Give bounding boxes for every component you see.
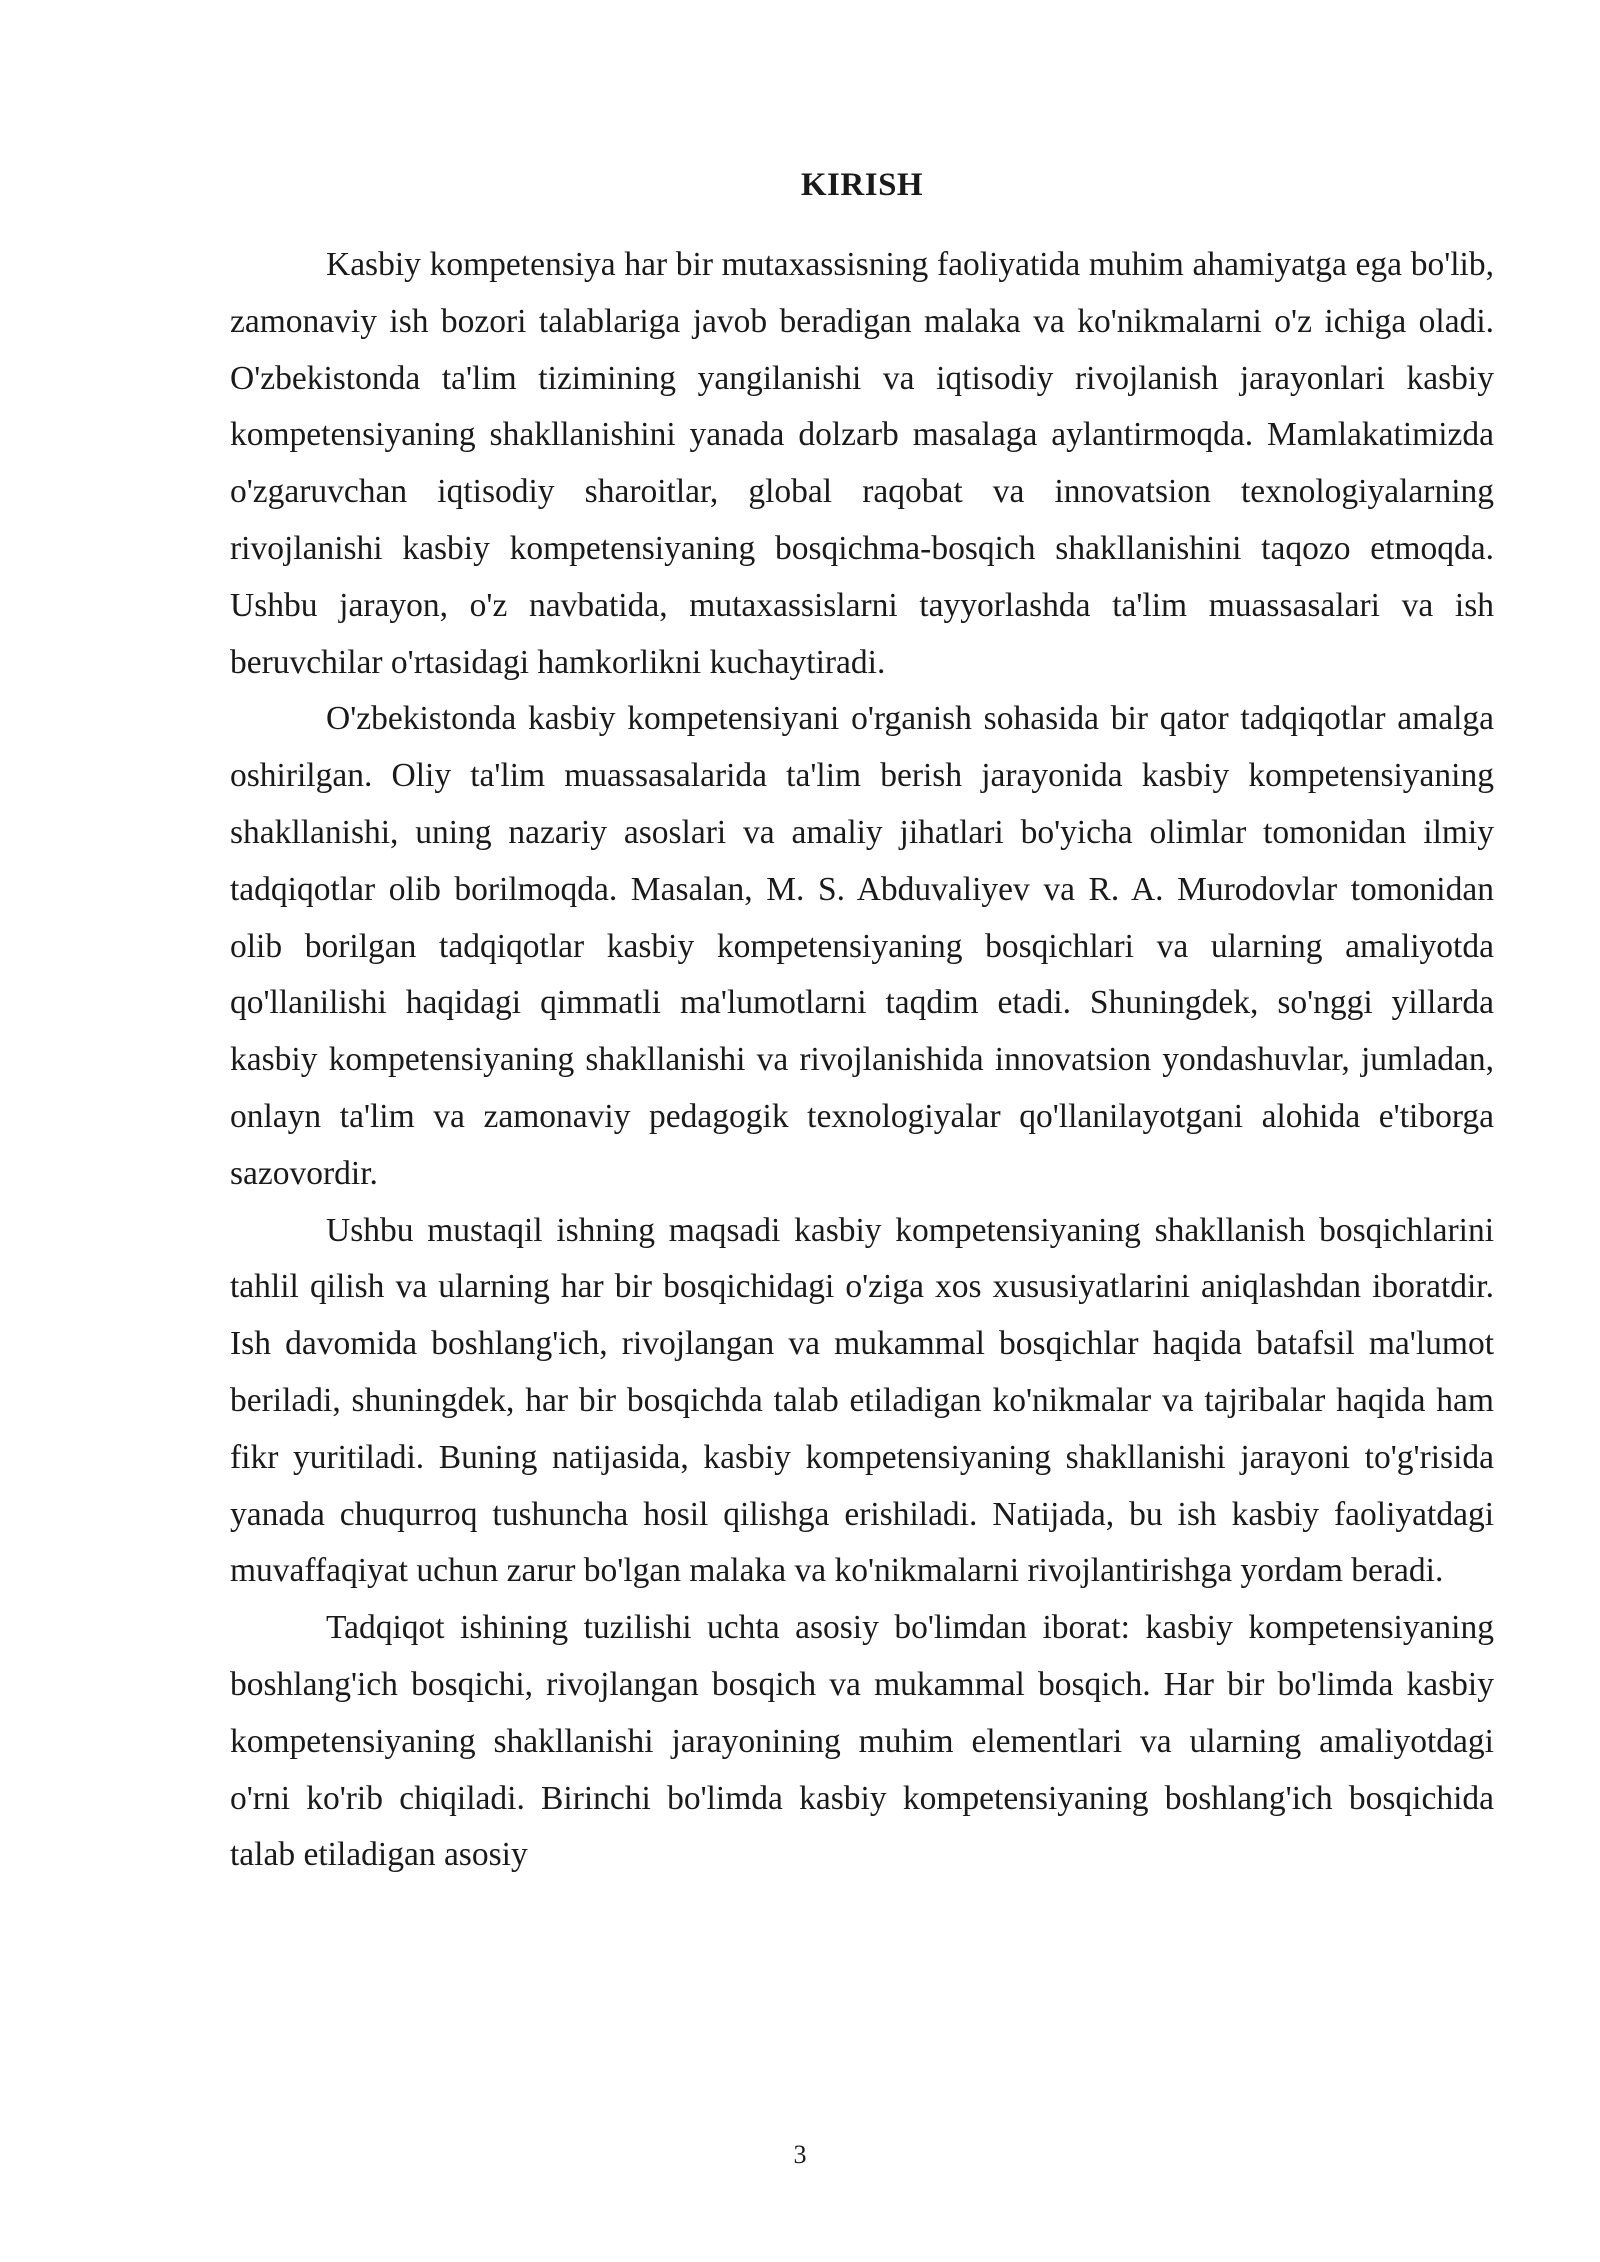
page-title: KIRISH — [800, 167, 924, 203]
paragraph-research-overview: O'zbekistonda kasbiy kompetensiyani o'rganish sohasida bir qator tadqiqotlar amalga oshirilgan. Oliy ta'lim muassasalarida ta'lim berish jarayonida kasbiy kompetensiyaning shakllanishi, uning nazariy asoslari va amaliy jihatlari bo'yicha olimlar tomonidan ilmiy tadqiqotlar olib borilmoqda. Masalan, M. S. Abduvaliyev va R. A. Murodovlar tomonidan olib borilgan tadqiqotlar kasbiy kompetensiyaning bosqichlari va ularning amaliyotda qo'llanilishi haqidagi qimmatli ma'lumotlarni taqdim etadi. Shuningdek, so'nggi yillarda kasbiy kompetensiyaning shakllanishi va rivojlanishida innovatsion yondashuvlar, jumladan, onlayn ta'lim va zamonaviy pedagogik texnologiyalar qo'llanilayotgani alohida e'tiborga sazovordir. — [230, 700, 1494, 1192]
paragraph-intro: Kasbiy kompetensiya har bir mutaxassisning faoliyatida muhim ahamiyatga ega bo'lib, zamonaviy ish bozori talablariga javob beradigan malaka va ko'nikmalarni o'z ichiga oladi. O'zbekistonda ta'lim tizimining yangilanishi va iqtisodiy rivojlanish jarayonlari kasbiy kompetensiyaning shakllanishini yanada dolzarb masalaga aylantirmoqda. Mamlakatimizda o'zgaruvchan iqtisodiy sharoitlar, global raqobat va innovatsion texnologiyalarning rivojlanishi kasbiy kompetensiyaning bosqichma-bosqich shakllanishini taqozo etmoqda. Ushbu jarayon, o'z navbatida, mutaxassislarni tayyorlashda ta'lim muassasalari va ish beruvchilar o'rtasidagi hamkorlikni kuchaytiradi. — [230, 246, 1494, 681]
document-page — [230, 160, 1494, 1884]
paragraph-goal: Ushbu mustaqil ishning maqsadi kasbiy kompetensiyaning shakllanish bosqichlarini tahlil qilish va ularning har bir bosqichidagi o'ziga xos xususiyatlarini aniqlashdan iboratdir. Ish davomida boshlang'ich, rivojlangan va mukammal bosqichlar haqida batafsil ma'lumot beriladi, shuningdek, har bir bosqichda talab etiladigan ko'nikmalar va tajribalar haqida ham fikr yuritiladi. Buning natijasida, kasbiy kompetensiyaning shakllanishi jarayoni to'g'risida yanada chuqurroq tushuncha hosil qilishga erishiladi. Natijada, bu ish kasbiy faoliyatdagi muvaffaqiyat uchun zarur bo'lgan malaka va ko'nikmalarni rivojlantirishga yordam beradi. — [230, 1211, 1494, 1590]
page-number: 3 — [793, 2140, 807, 2169]
paragraph-structure: Tadqiqot ishining tuzilishi uchta asosiy bo'limdan iborat: kasbiy kompetensiyaning boshlang'ich bosqichi, rivojlangan bosqich va mukammal bosqich. Har bir bo'limda kasbiy kompetensiyaning shakllanishi jarayonining muhim elementlari va ularning amaliyotdagi o'rni ko'rib chiqiladi. Birinchi bo'limda kasbiy kompetensiyaning boshlang'ich bosqichida talab etiladigan asosiy — [230, 1609, 1494, 1874]
